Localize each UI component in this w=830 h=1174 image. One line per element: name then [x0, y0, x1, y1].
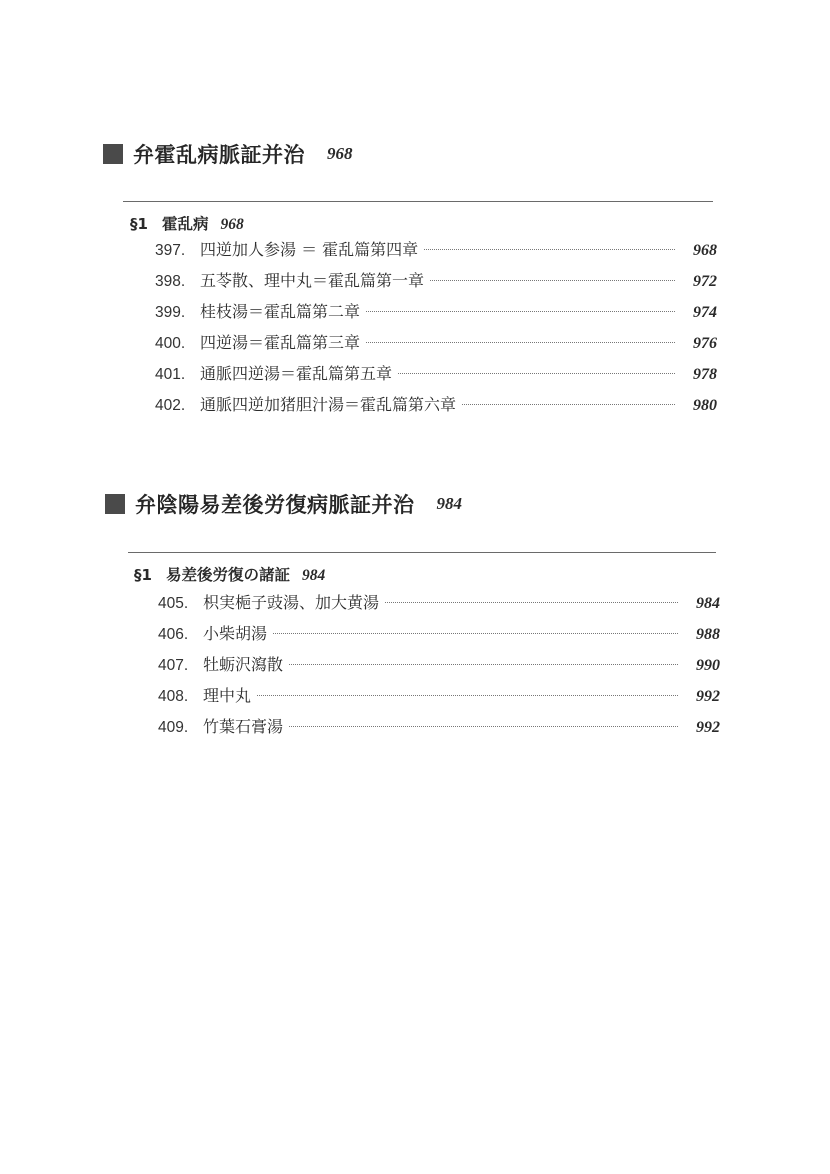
dot-leader: [257, 695, 678, 696]
chapter-page-number: 984: [436, 494, 462, 513]
entry-title: 通脈四逆湯＝霍乱篇第五章: [200, 364, 393, 383]
entry-number: 405.: [158, 595, 189, 612]
entry-number: 406.: [158, 626, 189, 643]
section-page-number: 968: [220, 216, 244, 233]
toc-entry[interactable]: [158, 680, 720, 711]
entry-number: 407.: [158, 657, 189, 674]
entry-page-number: 992: [696, 688, 720, 705]
entry-page-number: 972: [693, 273, 717, 290]
dot-leader: [366, 311, 675, 312]
section-title: 易差後労復の諸証: [165, 566, 290, 584]
entry-page-number: 992: [696, 719, 720, 736]
dot-leader: [289, 726, 678, 727]
toc-entry[interactable]: [155, 389, 717, 420]
dot-leader: [424, 249, 675, 250]
entry-title: 桂枝湯＝霍乱篇第二章: [200, 302, 361, 321]
entry-page-number: 978: [693, 366, 717, 383]
entry-page-number: 990: [696, 657, 720, 674]
entry-number: 400.: [155, 335, 186, 352]
entry-title: 通脈四逆加猪胆汁湯＝霍乱篇第六章: [200, 395, 457, 414]
section-mark: §1: [130, 215, 148, 233]
dot-leader: [462, 404, 675, 405]
section-mark: §1: [134, 566, 152, 584]
entry-number: 399.: [155, 304, 186, 321]
entry-title: 五苓散、理中丸＝霍乱篇第一章: [200, 271, 425, 290]
square-bullet-icon: [103, 144, 123, 164]
entry-title: 竹葉石膏湯: [203, 717, 284, 736]
entry-title: 四逆加人参湯 ＝ 霍乱篇第四章: [200, 240, 419, 259]
entry-number: 398.: [155, 273, 186, 290]
entry-page-number: 974: [693, 304, 717, 321]
entry-page-number: 988: [696, 626, 720, 643]
toc-entry[interactable]: [155, 296, 717, 327]
entry-page-number: 980: [693, 397, 717, 414]
toc-entry[interactable]: [155, 327, 717, 358]
chapter-title: 弁陰陽易差後労復病脈証并治: [135, 493, 415, 517]
entry-title: 四逆湯＝霍乱篇第三章: [200, 333, 361, 352]
toc-entry[interactable]: [158, 618, 720, 649]
entry-title: 枳実梔子豉湯、加大黄湯: [203, 593, 380, 612]
dot-leader: [366, 342, 675, 343]
dot-leader: [273, 633, 678, 634]
chapter-heading[interactable]: [103, 139, 353, 169]
chapter-heading[interactable]: [105, 489, 462, 519]
toc-entry[interactable]: [158, 649, 720, 680]
toc-entry[interactable]: [158, 587, 720, 618]
toc-entry[interactable]: [155, 234, 717, 265]
toc-entry-list: [158, 587, 720, 742]
square-bullet-icon: [105, 494, 125, 514]
toc-entry[interactable]: [155, 358, 717, 389]
dot-leader: [398, 373, 675, 374]
entry-number: 408.: [158, 688, 189, 705]
section-heading[interactable]: [134, 563, 325, 585]
toc-entry[interactable]: [155, 265, 717, 296]
divider-rule: [123, 201, 713, 202]
entry-number: 397.: [155, 242, 186, 259]
section-title: 霍乱病: [161, 215, 209, 233]
dot-leader: [289, 664, 678, 665]
entry-number: 402.: [155, 397, 186, 414]
entry-number: 401.: [155, 366, 186, 383]
section-page-number: 984: [301, 567, 326, 584]
toc-entry-list: [155, 234, 717, 420]
entry-page-number: 976: [693, 335, 717, 352]
entry-title: 小柴胡湯: [203, 624, 268, 643]
entry-page-number: 968: [693, 242, 717, 259]
entry-title: 牡蛎沢瀉散: [203, 655, 284, 674]
entry-number: 409.: [158, 719, 189, 736]
entry-title: 理中丸: [203, 686, 252, 705]
dot-leader: [430, 280, 675, 281]
chapter-page-number: 968: [327, 144, 353, 163]
chapter-title: 弁霍乱病脈証并治: [133, 143, 305, 167]
dot-leader: [385, 602, 678, 603]
entry-page-number: 984: [696, 595, 720, 612]
toc-entry[interactable]: [158, 711, 720, 742]
divider-rule: [128, 552, 716, 553]
section-heading[interactable]: [130, 212, 244, 234]
